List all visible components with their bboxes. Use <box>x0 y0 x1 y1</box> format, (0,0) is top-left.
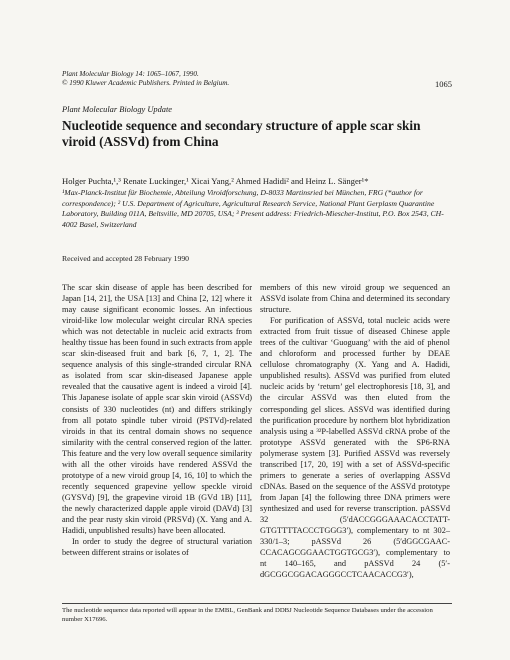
footnote: The nucleotide sequence data reported will appear in the EMBL, GenBank and DDBJ Nucleotide Sequence Databases under the accession number X17696. <box>62 607 433 623</box>
article-title: Nucleotide sequence and secondary structure of apple scar skin viroid (ASSVd) from China <box>62 118 421 149</box>
body-paragraph: members of this new viroid group we sequenced an ASSVd isolate from China and determined its secondary structure. <box>260 283 450 315</box>
footnote-divider <box>62 603 452 604</box>
journal-citation: Plant Molecular Biology 14: 1065–1067, 1990. <box>62 70 199 78</box>
body-paragraph: In order to study the degree of structural variation between different strains or isolates of <box>62 537 252 558</box>
section-label: Plant Molecular Biology Update <box>62 105 173 114</box>
body-paragraph: For purification of ASSVd, total nucleic acids were extracted from fruit tissue of diseased Chinese apple trees of the cultivar ‘Guoguang’ with the aid of phenol and chloroform and processed further by DEAE cellulose chromatography (X. Yang and A. Hadidi, unpublished results). ASSVd was purified from eluted nucleic acids by ‘return’ gel electrophoresis [18, 3], and the circular ASSVd was then eluted from the corresponding gel slices. ASSVd was identified during the purification procedure by northern blot hybridization analysis using a ³²P-labelled ASSVd cRNA probe of the prototype ASSVd generated with the SP6-RNA polymerase system [3]. Purified ASSVd was reversely transcribed [17, 20, 19] with a set of ASSVd-specific primers to generate a series of overlapping ASSVd cDNAs. Based on the sequence of the ASSVd prototype from Japan [4] the following three DNA primers were synthesized and used for reverse transcription. pASSVd 32 (5′dACCGGGAAACACCTATT-GTGTTTTACCCTGGG3′), complementary to nt 302–330/1–3; pASSVd 26 (5′dGGCGAAC-CCACAGCGGAACTGGTGCG3′), complementary to nt 140–165, and pASSVd 24 (5′-dGCGGCGGACAGGGCCTCAACACCG3′), <box>260 316 450 580</box>
page-number: 1065 <box>435 79 452 89</box>
copyright-line: © 1990 Kluwer Academic Publishers. Printed in Belgium. <box>62 79 230 87</box>
right-column <box>260 282 450 580</box>
journal-header <box>62 70 452 88</box>
body-paragraph: The scar skin disease of apple has been described for Japan [14, 21], the USA [13] and China [2, 12] where it may cause significant economic losses. An infectious viroid-like low molecular weight circular RNA species which was not detectable in nucleic acid extracts from healthy tissue has been found in such extracts from apple scar skin-diseased fruit and bark [6, 7, 1, 2]. The sequence analysis of this single-stranded circular RNA as isolated from scar skin-diseased Japanese apple revealed that the causative agent is indeed a viroid [4]. This Japanese isolate of apple scar skin viroid (ASSVd) consists of 330 nucleotides (nt) and differs strikingly from all potato spindle tuber viroid (PSTVd)-related viroids in that its central domain shows no sequence similarity with the central conserved region of the latter. This feature and the very low overall sequence similarity with all the other viroids have rendered ASSVd the prototype of a new viroid group [4, 16, 10] to which the recently sequenced grapevine yellow speckle viroid (GYSVd) [9], the grapevine viroid 1B (GVd 1B) [11], the newly characterized dapple apple viroid (DAVd) [3] and the pear rusty skin viroid (PRSVd) (X. Yang and A. Hadidi, unpublished results) have been allocated. <box>62 283 252 536</box>
left-column <box>62 282 252 558</box>
author-affiliations: ¹Max-Planck-Institut für Biochemie, Abteilung Viroidforschung, D-8033 Martinsried bei München, FRG (*author for correspondence); ² U.S. Department of Agriculture, Agricultural Research Service, National Plant Gerplasm Quarantine Laboratory, Building 011A, Beltsville, MD 20705, USA; ³ Present address: Friedrich-Miescher-Institut, P.O. Box 2543, CH-4002 Basel, Switzerland <box>62 188 444 229</box>
received-date: Received and accepted 28 February 1990 <box>62 254 190 263</box>
author-list: Holger Puchta,¹,³ Renate Luckinger,¹ Xicai Yang,² Ahmed Hadidi² and Heinz L. Sänger¹* <box>62 176 369 186</box>
